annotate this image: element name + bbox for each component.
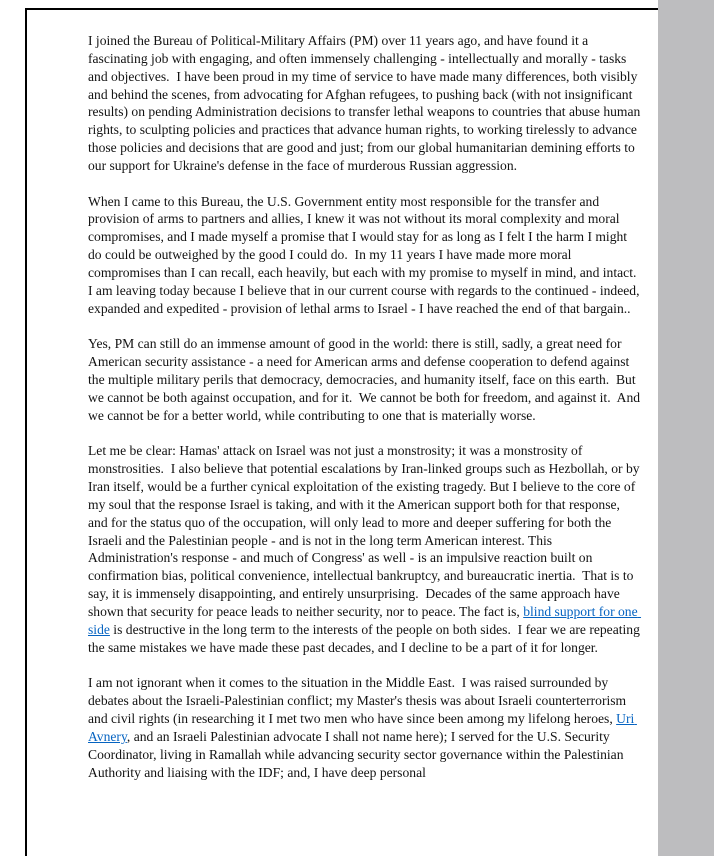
page-right-gutter [658, 0, 714, 856]
paragraph-4 [88, 442, 644, 656]
paragraph-2 [88, 193, 644, 318]
paragraph-text: Yes, PM can still do an immense amount of good in the world: there is still, sadly, a great need for American security assistance - a need for American arms and defense cooperation to defend against the multiple military perils that democracy, democracies, and humanity itself, face on this earth. But we cannot be both against occupation, and for it. We cannot be both for freedom, and against it. And we cannot be for a better world, while contributing to one that is materially worse. [88, 336, 644, 423]
paragraph-5 [88, 674, 641, 781]
paragraph-text: , and an Israeli Palestinian advocate I shall not name here); I served for the U.S. Security Coordinator, living in Ramallah while advancing security sector governance within the Palestinian Authority and liaising with the IDF; and, I have deep personal [88, 728, 627, 780]
paragraph-1 [88, 32, 644, 175]
paragraph-text: Let me be clear: Hamas' attack on Israel was not just a monstrosity; it was a monstrosity of monstrosities. I also believe that potential escalations by Iran-linked groups such as Hezbollah, or by Iran itself, would be a further cynical exploitation of the existing tragedy. But I believe to the core of my soul that the response Israel is taking, and with it the American support both for that response, and for the status quo of the occupation, will only lead to more and deeper suffering for both the Israeli and the Palestinian people - and is not in the long term American interest. This Administration's response - and much of Congress' as well - is an impulsive reaction built on confirmation bias, political convenience, intellectual bankruptcy, and bureaucratic inertia. That is to say, it is immensely disappointing, and entirely unsurprising. Decades of the same approach have shown that security for peace leads to neither security, nor to peace. The fact is, [88, 443, 643, 619]
letter-body [88, 32, 644, 781]
paragraph-text: I joined the Bureau of Political-Military Affairs (PM) over 11 years ago, and have found it a fascinating job with engaging, and often immensely challenging - intellectually and morally - tasks and objectives. I have been proud in my time of service to have made many differences, both visibly and behind the scenes, from advocating for Afghan refugees, to pushing back (with not insignificant results) on pending Administration decisions to transfer lethal weapons to countries that abuse human rights, to sculpting policies and practices that advance human rights, to working tirelessly to advance those policies and decisions that are good and just; from our global humanitarian demining efforts to our support for Ukraine's defense in the face of murderous Russian aggression. [88, 33, 644, 173]
page-border-top [25, 8, 658, 10]
paragraph-3 [88, 335, 644, 424]
paragraph-text: is destructive in the long term to the interests of the people on both sides. I fear we are repeating the same mistakes we have made these past decades, and I decline to be a part of it for longer. [88, 621, 644, 655]
paragraph-text: I am not ignorant when it comes to the situation in the Middle East. I was raised surrounded by debates about the Israeli-Palestinian conflict; my Master's thesis was about Israeli counterterrorism and civil rights (in researching it I met two men who have since been among my lifelong heroes, [88, 675, 630, 727]
paragraph-text: When I came to this Bureau, the U.S. Government entity most responsible for the transfer and provision of arms to partners and allies, I knew it was not without its moral complexity and moral compromises, and I made myself a promise that I would stay for as long as I felt I the harm I might do could be outweighed by the good I could do. In my 11 years I have made more moral compromises than I can recall, each heavily, but each with my promise to myself in mind, and intact. I am leaving today because I believe that in our current course with regards to the continued - indeed, expanded and expedited - provision of lethal arms to Israel - I have reached the end of that bargain.. [88, 193, 644, 316]
link-blind-support-for-one-side[interactable]: blind support for one side [88, 604, 642, 637]
link-uri-avnery[interactable]: Uri Avnery [88, 711, 637, 744]
page-border-left [25, 8, 27, 856]
